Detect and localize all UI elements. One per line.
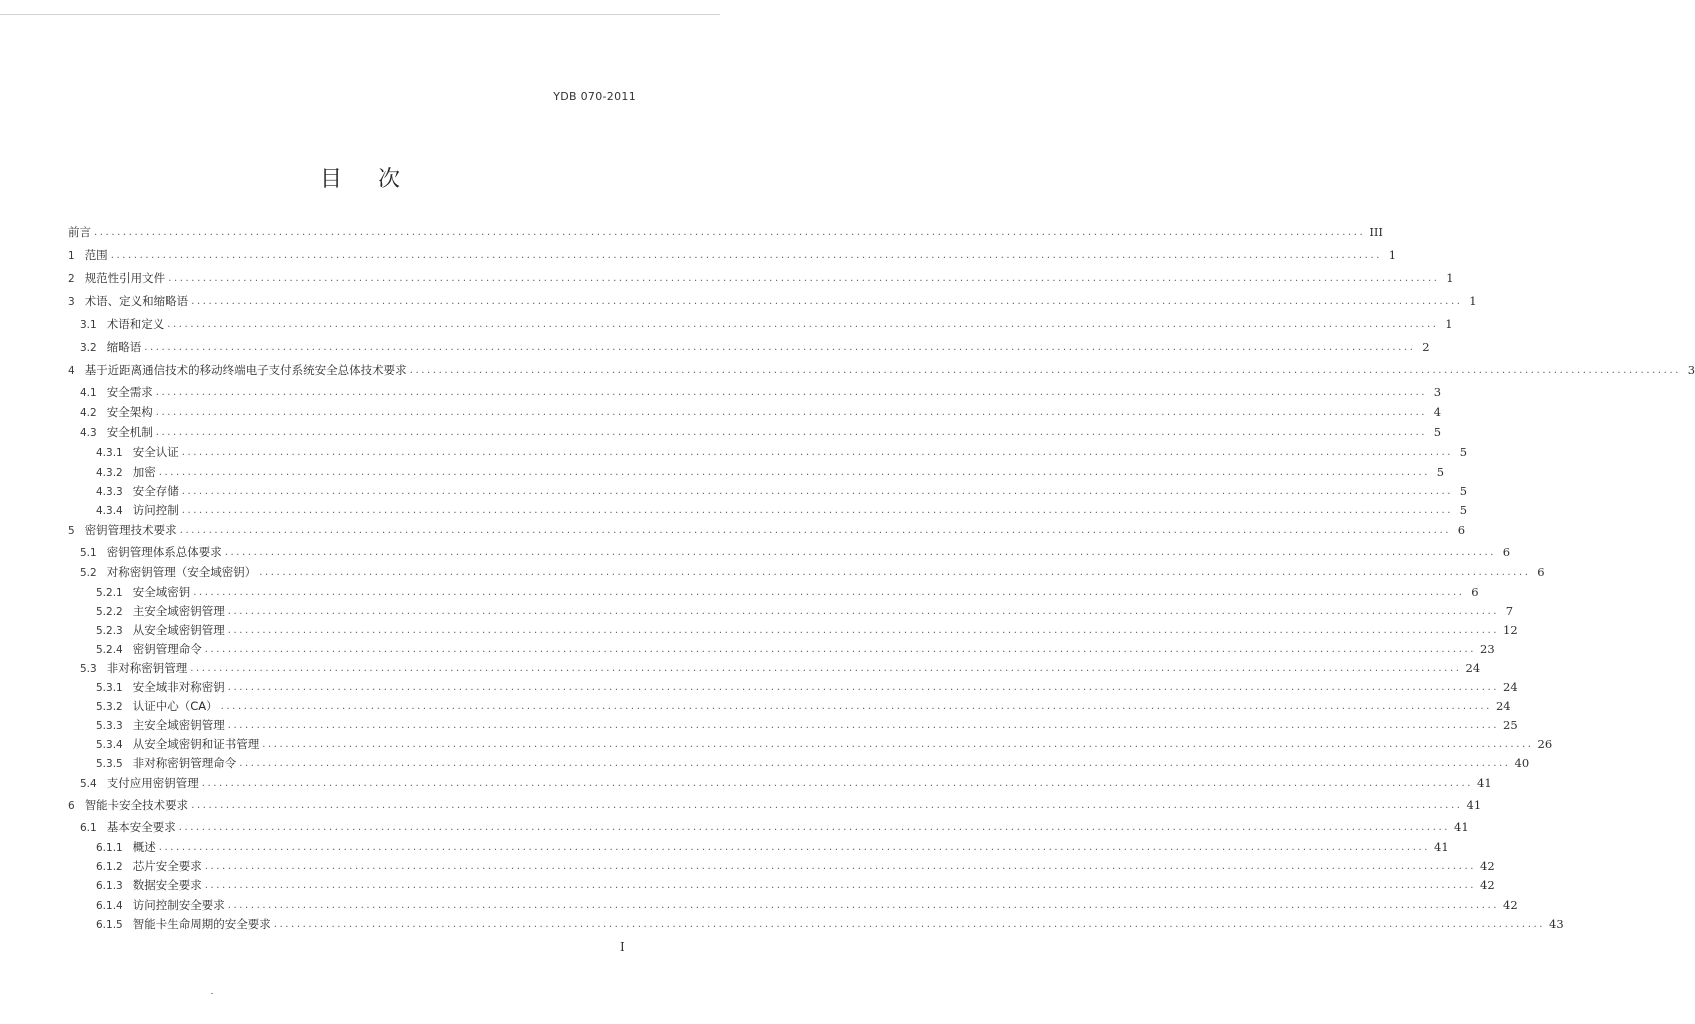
title-char-1: 目	[319, 167, 342, 192]
toc-entry-title: 从安全域密钥和证书管理	[132, 737, 260, 751]
toc-entry-page: 25	[1503, 718, 1518, 732]
title-char-2: 次	[378, 167, 401, 192]
toc-entry-page: 41	[1434, 840, 1449, 854]
toc-leader-dots: ............................................................................................................................................................................................................................	[201, 778, 1474, 789]
toc-entry-page: 43	[1549, 917, 1564, 931]
toc-entry-title: 安全需求	[106, 385, 153, 399]
toc-entry-page: 41	[1477, 776, 1492, 790]
toc-entry-title: 密钥管理命令	[132, 642, 202, 656]
document-code: YDB 070-2011	[553, 90, 636, 103]
toc-entry[interactable]	[80, 660, 1481, 676]
toc-entry-page: 3	[1687, 363, 1695, 377]
toc-entry[interactable]	[68, 522, 1466, 538]
toc-entry-page: 24	[1465, 661, 1481, 675]
toc-entry-title: 术语和定义	[106, 317, 165, 331]
toc-entry[interactable]	[68, 293, 1477, 309]
toc-leader-dots: ............................................................................................................................................................................................................................	[179, 525, 1452, 536]
toc-entry-number: 5.3.4	[96, 739, 123, 751]
toc-entry[interactable]	[96, 839, 1449, 855]
toc-entry[interactable]	[96, 444, 1468, 460]
toc-entry-number: 5.3.1	[96, 682, 123, 694]
toc-leader-dots: ............................................................................................................................................................................................................................	[181, 486, 1454, 497]
toc-entry-page: 6	[1471, 585, 1479, 599]
toc-leader-dots: ............................................................................................................................................................................................................................	[94, 227, 1366, 238]
toc-entry-number: 6.1.5	[96, 919, 123, 931]
toc-leader-dots: ............................................................................................................................................................................................................................	[239, 758, 1511, 769]
toc-entry-number: 6.1.4	[96, 900, 123, 912]
toc-entry-page: 4	[1433, 405, 1442, 419]
toc-leader-dots: ............................................................................................................................................................................................................................	[110, 250, 1383, 261]
toc-entry[interactable]	[80, 384, 1442, 400]
toc-entry-title: 芯片安全要求	[132, 859, 202, 873]
toc-entry-title: 安全存储	[132, 484, 179, 498]
toc-entry-title: 访问控制	[132, 503, 179, 517]
toc-leader-dots: ............................................................................................................................................................................................................................	[227, 606, 1500, 617]
toc-entry-page: 24	[1495, 699, 1511, 713]
toc-entry-number: 3	[68, 296, 75, 308]
toc-entry-title: 非对称密钥管理命令	[132, 756, 237, 770]
toc-entry-number: 4.3.3	[96, 486, 123, 498]
toc-leader-dots: ............................................................................................................................................................................................................................	[204, 861, 1477, 872]
toc-entry[interactable]	[96, 641, 1495, 657]
toc-entry-page: 26	[1537, 737, 1553, 751]
toc-entry-title: 智能卡安全技术要求	[84, 798, 189, 812]
toc-entry-title: 安全架构	[106, 405, 153, 419]
toc-entry-title: 智能卡生命周期的安全要求	[132, 917, 271, 931]
toc-entry-title: 认证中心（CA）	[132, 699, 218, 713]
toc-entry[interactable]	[68, 362, 1695, 378]
toc-entry-number: 4.3.2	[96, 467, 123, 479]
toc-leader-dots: ............................................................................................................................................................................................................................	[191, 296, 1463, 307]
toc-entry-number: 5.2.4	[96, 644, 123, 656]
toc-entry[interactable]	[96, 584, 1479, 600]
toc-entry-number: 5.2.3	[96, 625, 123, 637]
scan-speck	[211, 993, 213, 994]
toc-entry-number: 5.2.1	[96, 587, 123, 599]
toc-entry-title: 范围	[84, 248, 108, 262]
toc-entry[interactable]	[96, 717, 1518, 733]
toc-entry[interactable]	[96, 858, 1495, 874]
toc-leader-dots: ............................................................................................................................................................................................................................	[259, 567, 1531, 578]
toc-entry-page: 6	[1537, 565, 1545, 579]
toc-entry[interactable]	[96, 464, 1445, 480]
toc-entry-page: 5	[1433, 425, 1442, 439]
toc-entry-title: 主安全域密钥管理	[132, 718, 225, 732]
toc-leader-dots: ............................................................................................................................................................................................................................	[227, 900, 1500, 911]
toc-entry-page: 41	[1454, 820, 1469, 834]
toc-leader-dots: ............................................................................................................................................................................................................................	[204, 644, 1477, 655]
toc-entry-title: 数据安全要求	[132, 878, 202, 892]
toc-entry-number: 5.1	[80, 547, 97, 559]
toc-entry-number: 4.1	[80, 387, 97, 399]
toc-entry-title: 基于近距离通信技术的移动终端电子支付系统安全总体技术要求	[84, 363, 407, 377]
toc-entry[interactable]	[68, 247, 1397, 263]
toc-entry-page: 7	[1505, 604, 1514, 618]
toc-entry-title: 安全域密钥	[132, 585, 191, 599]
toc-entry-title: 加密	[132, 465, 156, 479]
toc-entry-page: 42	[1480, 859, 1495, 873]
toc-entry-number: 5.3	[80, 663, 97, 675]
toc-leader-dots: ............................................................................................................................................................................................................................	[190, 663, 1462, 674]
toc-entry-page: 12	[1503, 623, 1518, 637]
toc-entry-number: 1	[68, 250, 75, 262]
toc-entry[interactable]	[96, 502, 1468, 518]
toc-leader-dots: ............................................................................................................................................................................................................................	[224, 547, 1497, 558]
toc-entry-title: 支付应用密钥管理	[106, 776, 199, 790]
toc-entry-title: 术语、定义和缩略语	[84, 294, 189, 308]
toc-entry[interactable]	[80, 424, 1442, 440]
toc-leader-dots: ............................................................................................................................................................................................................................	[193, 587, 1465, 598]
toc-entry-title: 密钥管理体系总体要求	[106, 545, 222, 559]
toc-leader-dots: ............................................................................................................................................................................................................................	[409, 365, 1682, 376]
toc-entry-page: 5	[1436, 465, 1445, 479]
toc-entry-page: 1	[1446, 271, 1454, 285]
toc-leader-dots: ............................................................................................................................................................................................................................	[220, 701, 1492, 712]
toc-entry-number: 4.3	[80, 427, 97, 439]
toc-entry-title: 前言	[68, 225, 91, 239]
toc-entry-title: 对称密钥管理（安全域密钥）	[106, 565, 257, 579]
toc-entry-page: 6	[1457, 523, 1466, 537]
toc-leader-dots: ............................................................................................................................................................................................................................	[144, 342, 1416, 353]
toc-entry-page: 1	[1388, 248, 1397, 262]
toc-entry-number: 4	[68, 365, 75, 377]
toc-entry-number: 5.3.2	[96, 701, 123, 713]
toc-entry-number: 6	[68, 800, 75, 812]
toc-leader-dots: ............................................................................................................................................................................................................................	[158, 842, 1431, 853]
toc-leader-dots: ............................................................................................................................................................................................................................	[158, 467, 1431, 478]
toc-entry-number: 5.4	[80, 778, 97, 790]
toc-entry-number: 6.1.1	[96, 842, 123, 854]
page-number: I	[620, 940, 625, 954]
toc-entry[interactable]	[80, 819, 1469, 835]
toc-leader-dots: ............................................................................................................................................................................................................................	[167, 319, 1439, 330]
toc-entry-page: 42	[1503, 898, 1518, 912]
toc-leader-dots: ............................................................................................................................................................................................................................	[155, 407, 1428, 418]
toc-entry[interactable]	[96, 755, 1530, 771]
toc-entry[interactable]	[96, 877, 1495, 893]
toc-entry[interactable]	[68, 224, 1383, 240]
toc-entry-title: 安全机制	[106, 425, 153, 439]
toc-entry-title: 缩略语	[106, 340, 142, 354]
toc-entry-title: 规范性引用文件	[84, 271, 166, 285]
toc-entry-title: 概述	[132, 840, 156, 854]
toc-entry-number: 6.1	[80, 822, 97, 834]
toc-entry-page: 5	[1459, 484, 1468, 498]
toc-entry-page: 3	[1433, 385, 1442, 399]
toc-entry-page: 5	[1459, 445, 1468, 459]
toc-entry-page: 41	[1466, 798, 1482, 812]
toc-entry-number: 5.3.5	[96, 758, 123, 770]
toc-leader-dots: ............................................................................................................................................................................................................................	[155, 387, 1428, 398]
toc-leader-dots: ............................................................................................................................................................................................................................	[155, 427, 1428, 438]
toc-entry[interactable]	[96, 698, 1511, 714]
toc-leader-dots: ............................................................................................................................................................................................................................	[262, 739, 1534, 750]
toc-entry-title: 从安全域密钥管理	[132, 623, 225, 637]
toc-entry-title: 访问控制安全要求	[132, 898, 225, 912]
toc-entry-number: 3.2	[80, 342, 97, 354]
toc-entry-page: 5	[1459, 503, 1468, 517]
toc-entry[interactable]	[80, 544, 1511, 560]
toc-entry[interactable]	[80, 339, 1430, 355]
toc-entry[interactable]	[68, 270, 1454, 286]
toc-entry[interactable]	[80, 564, 1545, 580]
toc-entry-title: 安全域非对称密钥	[132, 680, 225, 694]
toc-entry-title: 密钥管理技术要求	[84, 523, 177, 537]
toc-leader-dots: ............................................................................................................................................................................................................................	[204, 880, 1477, 891]
toc-entry-page: 2	[1422, 340, 1430, 354]
toc-entry-number: 5.2	[80, 567, 97, 579]
toc-leader-dots: ............................................................................................................................................................................................................................	[181, 505, 1454, 516]
toc-entry-number: 5	[68, 525, 75, 537]
toc-leader-dots: ............................................................................................................................................................................................................................	[227, 682, 1500, 693]
toc-entry-page: 24	[1503, 680, 1518, 694]
toc-entry-number: 4.3.4	[96, 505, 123, 517]
toc-entry-number: 6.1.2	[96, 861, 123, 873]
toc-leader-dots: ............................................................................................................................................................................................................................	[168, 273, 1440, 284]
toc-leader-dots: ............................................................................................................................................................................................................................	[273, 919, 1546, 930]
toc-entry-number: 5.3.3	[96, 720, 123, 732]
toc-entry[interactable]	[96, 736, 1553, 752]
toc-leader-dots: ............................................................................................................................................................................................................................	[227, 720, 1500, 731]
toc-entry-title: 基本安全要求	[106, 820, 176, 834]
toc-entry-title: 非对称密钥管理	[106, 661, 188, 675]
toc-entry-title: 安全认证	[132, 445, 179, 459]
toc-entry[interactable]	[80, 404, 1442, 420]
toc-leader-dots: ............................................................................................................................................................................................................................	[181, 447, 1454, 458]
toc-entry[interactable]	[96, 679, 1518, 695]
toc-entry-number: 4.3.1	[96, 447, 123, 459]
toc-entry-page: 1	[1445, 317, 1453, 331]
toc-entry[interactable]	[96, 483, 1468, 499]
toc-entry-number: 4.2	[80, 407, 97, 419]
toc-entry-page: 40	[1514, 756, 1530, 770]
toc-entry-number: 2	[68, 273, 75, 285]
toc-entry-page: 1	[1469, 294, 1477, 308]
toc-entry-page: III	[1369, 225, 1383, 239]
toc-entry[interactable]	[96, 897, 1518, 913]
toc-entry[interactable]	[96, 603, 1514, 619]
toc-entry-number: 5.2.2	[96, 606, 123, 618]
toc-entry[interactable]	[68, 797, 1482, 813]
toc-entry[interactable]	[80, 316, 1453, 332]
toc-entry-number: 6.1.3	[96, 880, 123, 892]
toc-leader-dots: ............................................................................................................................................................................................................................	[191, 800, 1463, 811]
toc-leader-dots: ............................................................................................................................................................................................................................	[178, 822, 1451, 833]
toc-entry[interactable]	[96, 916, 1564, 932]
toc-entry[interactable]	[80, 775, 1492, 791]
toc-entry-page: 6	[1502, 545, 1511, 559]
toc-entry-page: 42	[1480, 878, 1495, 892]
toc-entry[interactable]	[96, 622, 1518, 638]
toc-entry-title: 主安全域密钥管理	[132, 604, 225, 618]
toc-entry-number: 3.1	[80, 319, 97, 331]
toc-entry-page: 23	[1480, 642, 1495, 656]
toc-leader-dots: ............................................................................................................................................................................................................................	[227, 625, 1500, 636]
